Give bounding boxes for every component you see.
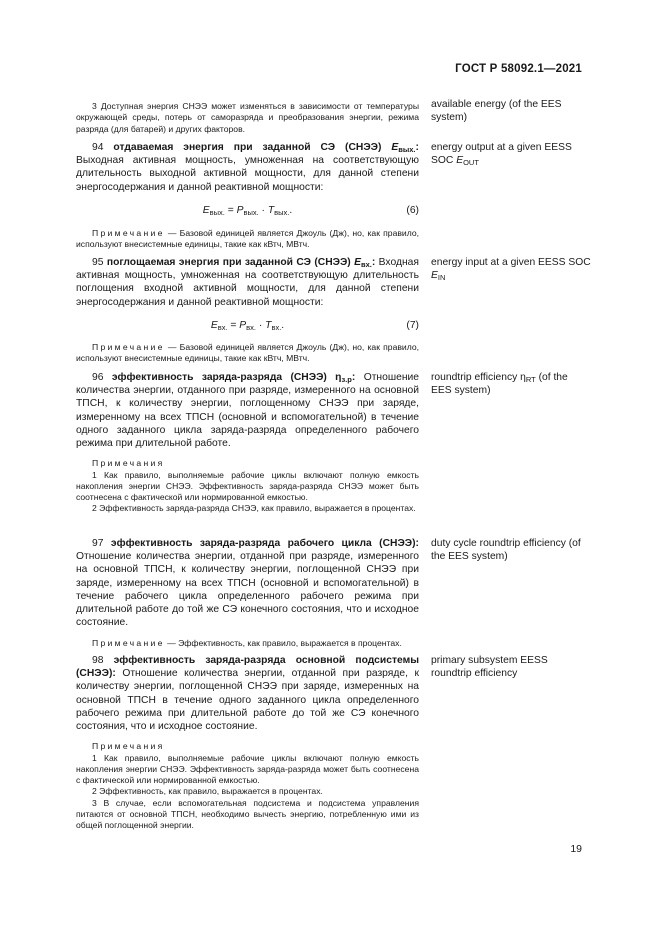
page-number: 19 (570, 843, 582, 855)
formula-number: (7) (406, 319, 419, 331)
term-en-96: roundtrip efficiency $\eta_{RT}$ (of the EES system) (431, 372, 568, 397)
term-96-title: эффективность заряда-разряда (СНЭЭ) $\eta_{з.р}$: (111, 372, 356, 384)
term-en-98: primary subsystem EESS roundtrip efficiency (431, 655, 548, 680)
term-98-note-1: 1 Как правило, выполняемые рабочие циклы включают полную емкость накопления энергии СНЭЭ. Эффективность заряда-разряда может быть соотнесена с фактической или нормированной емкостью. (76, 752, 419, 786)
term-98-note-2: 2 Эффективность, как правило, выражается в процентах. (92, 786, 323, 797)
term-94-note: Примечание — Базовой единицей является Джоуль (Дж), но, как правило, используют внесистемные единицы, такие как кВтч, МВтч. (76, 227, 419, 250)
note-text: 3 Доступная энергия СНЭЭ может изменяться в зависимости от температуры окружающей среды, потерь от саморазряда и преобразования энергии, режима разряда (для батарей) и других факторов. (76, 101, 419, 134)
note-3-available-energy (76, 101, 419, 135)
document-header: ГОСТ Р 58092.1—2021 (455, 63, 582, 75)
term-98-note-3: 3 В случае, если вспомогательная подсистема и подсистема управления питаются от основной ТПСН, необходимо вычесть энергию, потребленную ими из общей поглощенной энергии. (76, 797, 419, 831)
term-96-note-2: 2 Эффективность заряда-разряда СНЭЭ, как правило, выражается в процентах. (92, 503, 416, 514)
formula-6: $E_{вых.} = P_{вых.} \cdot T_{вых.}$. (6) (202, 204, 419, 217)
term-98-definition: 98 эффективность заряда-разряда основной подсистемы (СНЭЭ): Отношение количества энергии, отданной при разряде, к количеству энергии, поглощенной СНЭЭ при заряде, измеренных на основной ТПСН в течение одного заданного цикла определенного рабочего режима при длительной работе до той же СЭ конечного состояния, что и исходное состояние. (76, 655, 419, 733)
term-94-definition: 94 отдаваемая энергия при заданной СЭ (СНЭЭ) $E_{вых.}$: Выходная активная мощность, умноженная на соответствующую длительность выходной активной мощности, для данной степени энергосодержания и данной реактивной мощности: (76, 142, 419, 193)
term-94-title: отдаваемая энергия при заданной СЭ (СНЭЭ) $E_{вых.}$: (113, 142, 419, 154)
term-98-notes-label: Примечания (92, 741, 165, 752)
term-97 (76, 537, 419, 650)
term-95-note: Примечание — Базовой единицей является Джоуль (Дж), но, как правило, используют внесистемные единицы, такие как кВтч, МВтч. (76, 341, 419, 364)
term-98 (76, 654, 419, 832)
term-en-available-energy: available energy (of the EES system) (431, 99, 562, 124)
term-97-note: Примечание — Эффективность, как правило, выражается в процентах. (92, 638, 402, 649)
term-98-title: эффективность заряда-разряда основной подсистемы (СНЭЭ): (76, 655, 419, 680)
formula-7: $E_{вх.} = P_{вх.} \cdot T_{вх.}$. (7) (210, 319, 419, 332)
term-96-definition: 96 эффективность заряда-разряда (СНЭЭ) $\eta_{з.р}$: Отношение количества энергии, отданного при разряде, измеренного на основной ТПСН, к количеству энергии, поглощенному СНЭЭ при заряде, измеренному на всех ТПСН (основной и вспомогательной) в течение одного заданного цикла заряда-разряда определенного рабочего режима при длительной работе. (76, 372, 419, 450)
term-96 (76, 371, 419, 515)
term-en-97: duty cycle roundtrip efficiency (of the EES system) (431, 538, 581, 563)
term-97-definition: 97 эффективность заряда-разряда рабочего цикла (СНЭЭ): Отношение количества энергии, отданной при разряде, измеренного на основной ТПСН, к количеству энергии, поглощенной СНЭЭ при заряде, измеренному на всех ТПСН (основной и вспомогательной) в течение рабочего цикла определенного рабочего режима при длительной работе до той же СЭ конечного состояния, что и исходное состояние. (76, 538, 419, 629)
term-en-95: energy input at a given EESS SOC $E_{IN}$ (431, 257, 591, 283)
term-96-note-1: 1 Как правило, выполняемые рабочие циклы включают полную емкость накопления энергии СНЭЭ. Эффективность заряда-разряда СНЭЭ может быть соотнесена с фактической или нормированной емкостью. (76, 469, 419, 503)
term-95 (76, 256, 419, 364)
term-en-94: energy output at a given EESS SOC $E_{OUT}$ (431, 142, 572, 168)
term-97-title: эффективность заряда-разряда рабочего цикла (СНЭЭ): (110, 538, 419, 549)
term-95-title: поглощаемая энергия при заданной СЭ (СНЭЭ) $E_{вх.}$: (106, 257, 376, 269)
formula-number: (6) (406, 204, 419, 216)
term-96-notes-label: Примечания (92, 458, 165, 469)
term-94 (76, 141, 419, 250)
term-95-definition: 95 поглощаемая энергия при заданной СЭ (СНЭЭ) $E_{вх.}$: Входная активная мощность, умноженная на соответствующую длительность поглощения входной активной мощности, для данной степени энергосодержания и данной реактивной мощности: (76, 257, 419, 308)
